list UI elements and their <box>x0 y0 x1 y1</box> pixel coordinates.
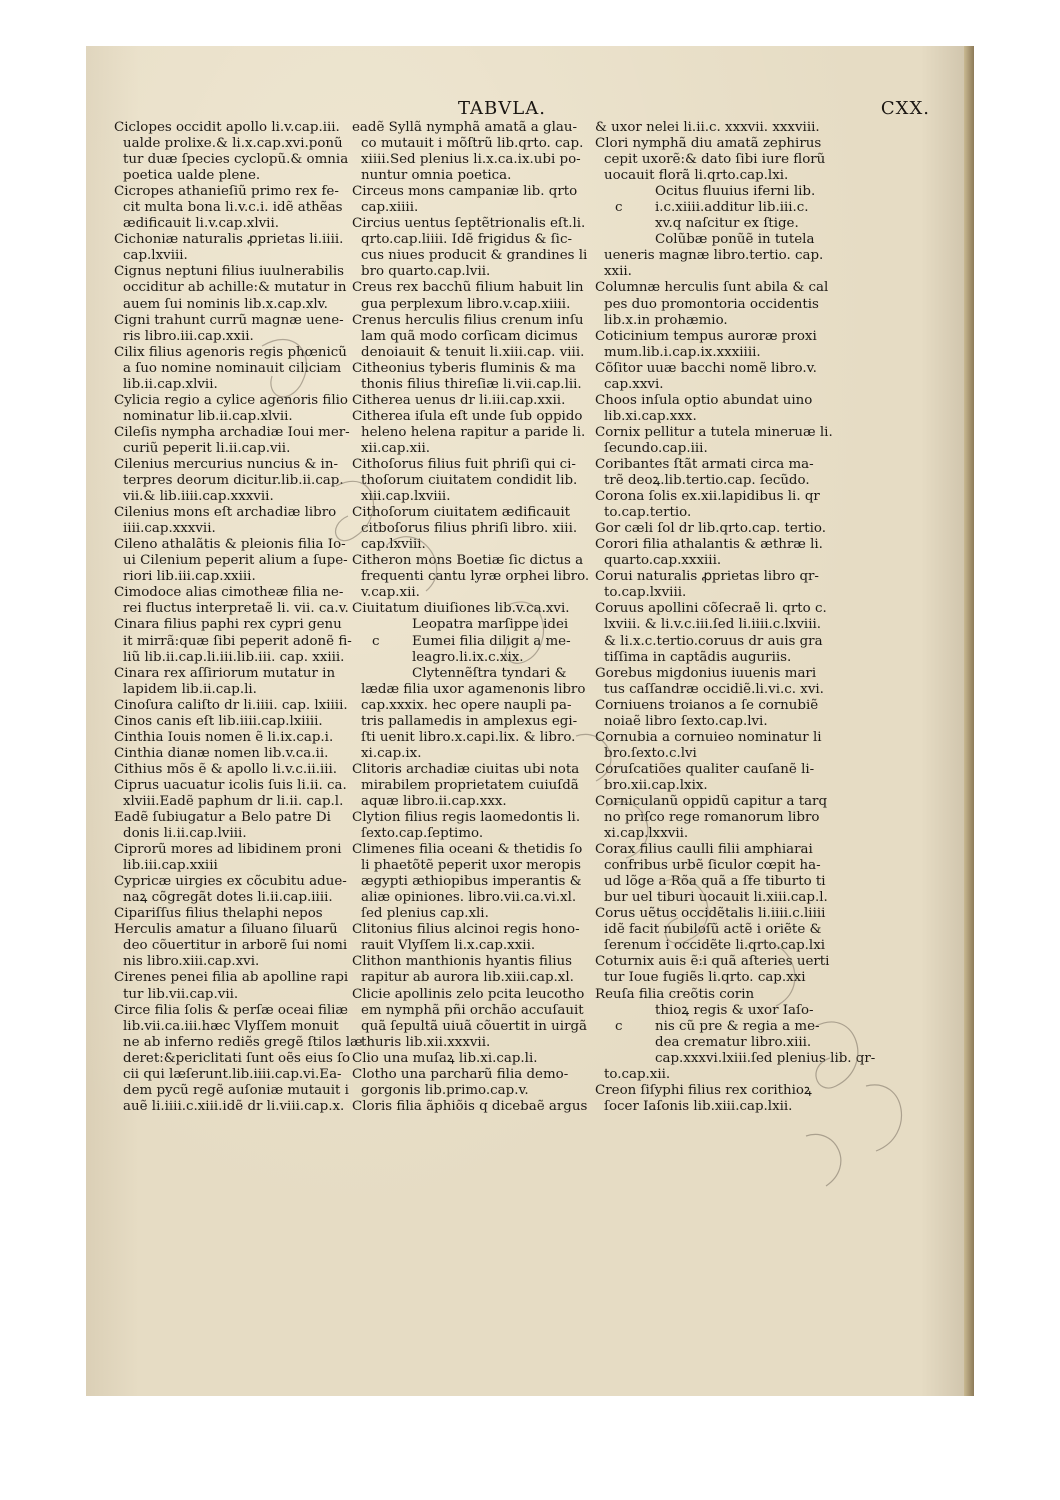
text-line: Cithius mõs ẽ & apollo li.v.c.ii.iii. <box>114 761 338 777</box>
text-line: mirabilem proprietatem cuiuſdã <box>361 777 579 793</box>
text-line: cap.lxviii. <box>361 537 426 553</box>
text-line: bro.ſexto.c.lvi <box>604 745 697 761</box>
text-line: Coticinium tempus auroræ proxi <box>595 328 817 344</box>
text-line: cap.xxxix. hec opere naupli pa- <box>361 697 572 713</box>
text-line: Circeus mons campaniæ lib. qrto <box>352 184 578 200</box>
text-line: Corona ſolis ex.xii.lapidibus li. qr <box>595 489 820 505</box>
text-line: Clytion filius regis laomedontis li. <box>352 810 581 826</box>
text-line: & uxor nelei li.ii.c. xxxvii. xxxviii. <box>595 120 820 135</box>
text-line: xi.cap.lxxvii. <box>604 826 689 842</box>
text-line: Citherea uenus dr li.iii.cap.xxii. <box>352 392 566 408</box>
text-line: xi.cap.ix. <box>361 745 422 761</box>
text-line: Ocitus fluuius iferni lib. <box>655 184 816 200</box>
text-line: mum.lib.i.cap.ix.xxxiiii. <box>604 344 761 360</box>
text-line: Ciprorũ mores ad libidinem proni <box>114 842 342 858</box>
text-line: xlviii.Eadẽ paphum dr li.ii. cap.l. <box>123 793 344 809</box>
text-line: xii.cap.xii. <box>361 440 431 456</box>
text-column-2 <box>352 120 589 1115</box>
text-line: noiaẽ libro ſexto.cap.lvi. <box>604 713 768 729</box>
text-line: thonis filius thireſiæ li.vii.cap.lii. <box>361 376 582 392</box>
text-line: Citherea iſula eſt unde ſub oppido <box>352 408 583 424</box>
text-line: Clitoris archadiæ ciuitas ubi nota <box>352 761 580 777</box>
text-line: Coribantes ſtãt armati circa ma- <box>595 456 814 472</box>
text-line: poetica ualde plene. <box>123 168 261 184</box>
text-line: Ciclopes occidit apollo li.v.cap.iii. <box>114 120 340 135</box>
folio-number: CXX. <box>880 98 930 119</box>
text-line: qrto.cap.liiii. Idẽ frigidus & ſic- <box>361 232 572 248</box>
text-line: Cinos canis eſt lib.iiii.cap.lxiiii. <box>114 713 323 729</box>
text-line: naꝝ cõgregãt dotes li.ii.cap.iiii. <box>123 890 333 906</box>
text-line: deret:&periclitati ſunt oẽs eius ſo <box>123 1050 351 1066</box>
text-line: cap.xxxvi.lxiii.ſed plenius lib. qr- <box>655 1050 876 1066</box>
text-line: leagro.li.ix.c.xix. <box>412 649 524 665</box>
text-line: Corax filius caulli filii amphiarai <box>595 842 813 858</box>
text-line: Cipariſſus filius thelaphi nepos <box>114 906 323 922</box>
text-line: aliæ opiniones. libro.vii.ca.vi.xl. <box>361 890 577 906</box>
text-line: Cilenius mercurius nuncius & in- <box>114 456 338 472</box>
text-line: Herculis amatur a ſiluano ſiluarũ <box>114 922 338 938</box>
text-line: xiiii.Sed plenius li.x.ca.ix.ubi po- <box>361 152 581 168</box>
text-line: it mirrã:quæ ſibi peperit adonẽ fi- <box>123 633 352 649</box>
text-line: ſerenum i occidẽte li.qrto.cap.lxi <box>604 938 826 954</box>
text-line: deo cõuertitur in arborẽ ſui nomi <box>123 938 348 954</box>
text-line: i.c.xiiii.additur lib.iii.c. <box>655 200 809 216</box>
text-line: gorgonis lib.primo.cap.v. <box>361 1082 529 1098</box>
stamp-stroke <box>806 1134 841 1186</box>
text-line: Coturnix auis ẽ:i quã aſteries uerti <box>595 954 830 970</box>
text-line: curiũ peperit li.ii.cap.vii. <box>123 440 291 456</box>
text-line: ſocer Iaſonis lib.xiii.cap.lxii. <box>604 1098 793 1114</box>
text-line: Cileſis nympha archadiæ Ioui mer- <box>114 424 350 440</box>
text-line: tiſſima in captãdis auguriis. <box>604 649 792 665</box>
text-line: Corui naturalis ꝓprietas libro qr- <box>595 569 819 585</box>
text-line: Clitonius filius alcinoi regis hono- <box>352 922 580 938</box>
text-line: ui Cilenium peperit alium a ſupe- <box>123 553 348 569</box>
text-line: tur lib.vii.cap.vii. <box>123 986 239 1002</box>
text-line: Coruſcatiões qualiter cauſanẽ li- <box>595 761 815 777</box>
text-line: lapidem lib.ii.cap.li. <box>123 681 257 697</box>
text-line: ualde prolixe.& li.x.cap.xvi.ponũ <box>123 136 343 152</box>
text-line: Cirenes penei filia ab apolline rapi <box>114 970 349 986</box>
text-line: dem pycũ regẽ auſoniæ mutauit i <box>123 1082 349 1098</box>
text-line: ueneris magnæ libro.tertio. cap. <box>604 248 824 264</box>
text-line: thuris lib.xii.xxxvii. <box>361 1034 491 1050</box>
text-line: Cinara filius paphi rex cypri genu <box>114 617 342 633</box>
text-line: em nymphã pñi orchão accuſauit <box>361 1002 584 1018</box>
text-line: lxviii. & li.v.c.iii.ſed li.iiii.c.lxviii. <box>604 617 822 633</box>
text-line: bro quarto.cap.lvii. <box>361 264 491 280</box>
text-line: Cornubia a cornuieo nominatur li <box>595 729 822 745</box>
text-line: idẽ facit nubiloſũ actẽ i oriẽte & <box>604 922 822 938</box>
text-line: Columnæ herculis ſunt abila & cal <box>595 280 829 296</box>
text-line: nis cũ pre & regia a me- <box>655 1018 820 1034</box>
text-line: Coruus apollini cõſecraẽ li. qrto c. <box>595 601 827 617</box>
text-line: no priſco rege romanorum libro <box>604 810 820 826</box>
text-line: cus niues producit & grandines li <box>361 248 588 264</box>
text-line: Cigni trahunt currũ magnæ uene- <box>114 312 344 328</box>
text-line: Eadẽ ſubiugatur a Belo patre Di <box>114 810 331 826</box>
text-line: ſexto.cap.ſeptimo. <box>361 826 484 842</box>
text-line: gua perplexum libro.v.cap.xiiii. <box>361 296 571 312</box>
text-column-1 <box>114 120 363 1115</box>
text-line: thoſorum ciuitatem condidit lib. <box>361 473 578 489</box>
text-line: ſecundo.cap.iii. <box>604 440 708 456</box>
text-line: cap.lxviii. <box>123 248 188 264</box>
text-line: terpres deorum dicitur.lib.ii.cap. <box>123 473 344 489</box>
text-line: auem ſui nominis lib.x.cap.xlv. <box>123 296 328 312</box>
text-line: frequenti cantu lyræ orphei libro. <box>361 569 590 585</box>
text-line: Colũbæ ponũẽ in tutela <box>655 232 815 248</box>
initial-mark: c <box>615 200 623 215</box>
text-line: Cilix filius agenoris regis phœnicũ <box>114 344 347 360</box>
text-line: Citheron mons Boetiæ ſic dictus a <box>352 553 584 569</box>
text-line: xiii.cap.lxviii. <box>361 489 451 505</box>
text-line: Gorebus migdonius iuuenis mari <box>595 665 817 681</box>
text-line: Clicie apollinis zelo pcita leucotho <box>352 986 585 1002</box>
text-line: aquæ libro.ii.cap.xxx. <box>361 793 507 809</box>
text-line: Clio una muſaꝝ lib.xi.cap.li. <box>352 1050 538 1066</box>
text-line: nuntur omnia poetica. <box>361 168 512 184</box>
text-line: ſed plenius cap.xli. <box>361 906 489 922</box>
text-line: Reuſa filia creõtis corin <box>595 986 755 1002</box>
text-line: Circius uentus ſeptẽtrionalis eſt.li. <box>352 216 586 232</box>
text-line: iiii.cap.xxxvii. <box>123 521 216 537</box>
text-line: Cimodoce alias cimotheæ filia ne- <box>114 585 344 601</box>
text-line: Cinara rex aſſiriorum mutatur in <box>114 665 336 681</box>
text-line: Cicropes athanieſiũ primo rex fe- <box>114 184 339 200</box>
text-line: Circe filia ſolis & perſæ oceai filiæ <box>114 1002 349 1018</box>
text-line: donis li.ii.cap.lviii. <box>123 826 247 842</box>
text-line: vii.& lib.iiii.cap.xxxvii. <box>123 489 274 505</box>
text-line: Crenus herculis filius crenum inſu <box>352 312 584 328</box>
text-line: lib.vii.ca.iii.hæc Vlyſſem monuit <box>123 1018 339 1034</box>
text-line: Cithoſorum ciuitatem ædificauit <box>352 505 571 521</box>
text-line: & li.x.c.tertio.coruus dr auis gra <box>604 633 823 649</box>
text-line: uocauit florã li.qrto.cap.lxi. <box>604 168 789 184</box>
text-line: ſti uenit libro.x.capi.lix. & libro. <box>361 729 576 745</box>
text-line: lib.ii.cap.xlvii. <box>123 376 218 392</box>
running-head: TABVLA. <box>458 98 546 119</box>
text-line: eadẽ Syllã nymphã amatã a glau- <box>352 120 578 135</box>
text-line: Cylicia regio a cylice agenoris filio <box>114 392 348 408</box>
text-line: Creus rex bacchũ filium habuit lin <box>352 280 584 296</box>
text-line: Climenes filia oceani & thetidis ſo <box>352 842 583 858</box>
text-line: Cignus neptuni filius iuulnerabilis <box>114 264 345 280</box>
text-line: Cithoſorus filius fuit phriſi qui ci- <box>352 456 576 472</box>
text-line: ne ab inferno rediẽs gregẽ ſtilos læ <box>123 1034 363 1050</box>
text-line: Ciprus uacuatur icolis ſuis li.ii. ca. <box>114 777 347 793</box>
text-line: trẽ deoꝝ.lib.tertio.cap. ſecũdo. <box>604 473 810 489</box>
text-line: ris libro.iii.cap.xxii. <box>123 328 254 344</box>
text-line: Clotho una parcharũ filia demo- <box>352 1066 569 1082</box>
text-line: rauit Vlyſſem li.x.cap.xxii. <box>361 938 536 954</box>
text-line: Cypricæ uirgies ex cõcubitu adue- <box>114 874 347 890</box>
text-line: Clithon manthionis hyantis filius <box>352 954 573 970</box>
text-line: Corus uẽtus occidẽtalis li.iiii.c.liiii <box>595 906 826 922</box>
initial-mark: c <box>372 634 380 649</box>
text-line: denoiauit & tenuit li.xiii.cap. viii. <box>361 344 585 360</box>
book-page <box>86 46 974 1396</box>
text-line: liũ lib.ii.cap.li.iii.lib.iii. cap. xxiii. <box>123 649 345 665</box>
text-line: thioꝝ regis & uxor Iaſo- <box>655 1002 814 1018</box>
text-line: Creon ſiſyphi filius rex corithioꝝ <box>595 1082 812 1098</box>
text-line: bro.xii.cap.lxix. <box>604 777 708 793</box>
text-line: to.cap.lxviii. <box>604 585 687 601</box>
text-line: cap.xxvi. <box>604 376 664 392</box>
text-line: Cinthia Iouis nomen ẽ li.ix.cap.i. <box>114 729 334 745</box>
text-line: citboſorus filius phriſi libro. xiii. <box>361 521 578 537</box>
text-line: lib.xi.cap.xxx. <box>604 408 697 424</box>
text-line: Cornix pellitur a tutela mineruæ li. <box>595 424 833 440</box>
text-line: bur uel tiburi uocauit li.xiii.cap.l. <box>604 890 828 906</box>
text-line: a ſuo nomine nominauit ciliciam <box>123 360 342 376</box>
text-line: tris pallamedis in amplexus egi- <box>361 713 578 729</box>
text-line: Cloris filia ãphiõis q dicebaẽ argus <box>352 1098 588 1114</box>
text-line: to.cap.xii. <box>604 1066 671 1082</box>
text-line: Cileno athalãtis & pleionis filia Io- <box>114 537 346 553</box>
text-line: Cõſitor uuæ bacchi nomẽ libro.v. <box>595 360 817 376</box>
text-line: Cichoniæ naturalis ꝓprietas li.iiii. <box>114 232 344 248</box>
text-line: ægypti æthiopibus imperantis & <box>361 874 582 890</box>
text-line: quarto.cap.xxxiii. <box>604 553 722 569</box>
text-line: Choos inſula optio abundat uino <box>595 392 813 408</box>
text-line: Clori nymphã diu amatã zephirus <box>595 136 822 152</box>
text-line: pes duo promontoria occidentis <box>604 296 819 312</box>
text-line: lædæ filia uxor agamenonis libro <box>361 681 586 697</box>
text-line: confribus urbẽ ſiculor cœpit ha- <box>604 858 821 874</box>
text-line: occiditur ab achille:& mutatur in <box>123 280 347 296</box>
text-line: cit multa bona li.v.c.i. idẽ athẽas <box>123 200 343 216</box>
text-line: lib.x.in prohæmio. <box>604 312 728 328</box>
text-line: nis libro.xiii.cap.xvi. <box>123 954 260 970</box>
text-line: tur Ioue fugiẽs li.qrto. cap.xxi <box>604 970 806 986</box>
text-line: li phaetõtẽ peperit uxor meropis <box>361 858 581 874</box>
text-line: tus caſſandræ occidiẽ.li.vi.c. xvi. <box>604 681 824 697</box>
text-line: lam quã modo corſicam dicimus <box>361 328 578 344</box>
text-line: Eumei filia diligit a me- <box>412 633 571 649</box>
text-line: Cilenius mons eſt archadiæ libro <box>114 505 337 521</box>
text-line: Cinoſura caliſto dr li.iiii. cap. lxiiii. <box>114 697 348 713</box>
text-line: Corniculanũ oppidũ capitur a tarq <box>595 793 828 809</box>
initial-mark: c <box>615 1019 623 1034</box>
text-line: rapitur ab aurora lib.xiii.cap.xl. <box>361 970 574 986</box>
text-line: Cinthia dianæ nomen lib.v.ca.ii. <box>114 745 329 761</box>
text-line: cii qui læſerunt.lib.iiii.cap.vi.Ea- <box>123 1066 342 1082</box>
text-line: xxii. <box>604 264 632 280</box>
text-line: v.cap.xii. <box>361 585 420 601</box>
text-line: cap.xiiii. <box>361 200 419 216</box>
text-line: lib.iii.cap.xxiii <box>123 858 218 874</box>
text-line: Ciuitatum diuiſiones lib.v.ca.xvi. <box>352 601 570 617</box>
text-line: tur duæ ſpecies cyclopũ.& omnia <box>123 152 349 168</box>
text-line: co mutauit i mõſtrũ lib.qrto. cap. <box>361 136 584 152</box>
text-line: auẽ li.iiii.c.xiii.idẽ dr li.viii.cap.x. <box>123 1098 345 1114</box>
text-line: Gor cæli ſol dr lib.qrto.cap. tertio. <box>595 521 826 537</box>
text-line: Corori filia athalantis & æthræ li. <box>595 537 823 553</box>
page-edge <box>964 46 974 1396</box>
text-line: heleno helena rapitur a paride li. <box>361 424 586 440</box>
text-line: Leopatra marſippe idei <box>412 617 569 633</box>
text-line: Corniuens troianos a ſe cornubiẽ <box>595 697 819 713</box>
text-line: Citheonius tyberis fluminis & ma <box>352 360 576 376</box>
text-line: dea crematur libro.xiii. <box>655 1034 812 1050</box>
text-line: cepit uxorẽ:& dato ſibi iure florũ <box>604 152 826 168</box>
text-line: ædificauit li.v.cap.xlvii. <box>123 216 279 232</box>
text-line: riori lib.iii.cap.xxiii. <box>123 569 256 585</box>
text-line: xv.q naſcitur ex ſtige. <box>655 216 799 232</box>
text-column-3 <box>595 120 875 1115</box>
text-line: rei fluctus interpretaẽ li. vii. ca.v. <box>123 601 349 617</box>
text-line: ud lõge a Rõa quã a ſfe tiburto ti <box>604 874 826 890</box>
text-line: quã ſepultã uiuã cõuertit in uirgã <box>361 1018 588 1034</box>
text-line: to.cap.tertio. <box>604 505 692 521</box>
text-line: nominatur lib.ii.cap.xlvii. <box>123 408 293 424</box>
scan-backing <box>86 46 974 1396</box>
text-line: Clytennẽſtra tyndari & <box>412 665 567 681</box>
